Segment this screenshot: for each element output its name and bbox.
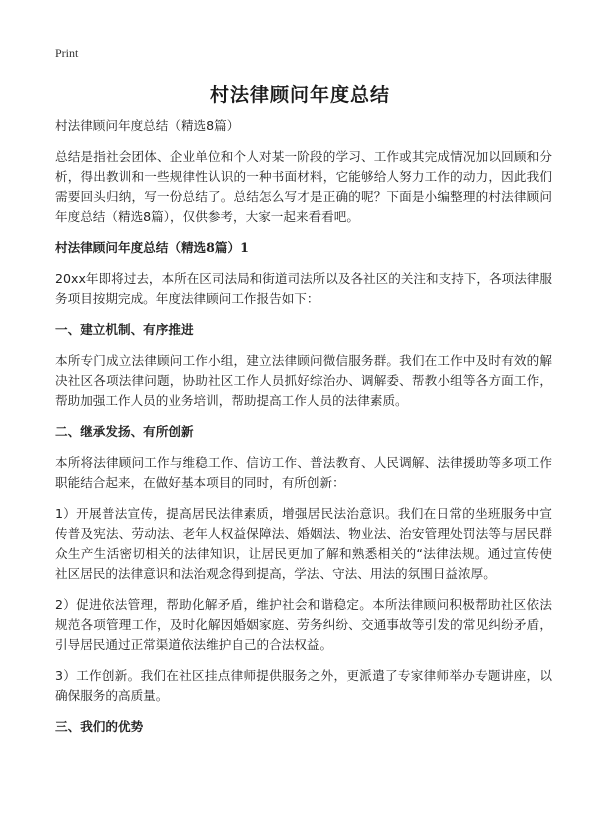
section-2-paragraph-2: 1）开展普法宣传，提高居民法律素质，增强居民法治意识。我们在日常的坐班服务中宣传普及宪法、劳动法、老年人权益保障法、婚姻法、物业法、治安管理处罚法等与居民群众生产生活密切相关的法律知识，让居民更加了解和熟悉相关的“法律法规。通过宣传使社区居民的法律意识和法治观念得到提高，学法、守法、用法的氛围日益浓厚。 [55, 506, 552, 581]
article-heading: 村法律顾问年度总结（精选8篇）1 [55, 240, 249, 255]
section-2-heading: 二、继承发扬、有所创新 [55, 424, 194, 439]
section-2-paragraph-3: 2）促进依法管理，帮助化解矛盾，维护社会和谐稳定。本所法律顾问积极帮助社区依法规范各项管理工作，及时化解因婚姻家庭、劳务纠纷、交通事故等引发的常见纠纷矛盾，引导居民通过正常渠道依法维护自己的合法权益。 [55, 597, 552, 652]
section-2-paragraph-4: 3）工作创新。我们在社区挂点律师提供服务之外，更派遣了专家律师举办专题讲座，以确保服务的高质量。 [55, 668, 552, 703]
opening-paragraph: 20xx年即将过去，本所在区司法局和街道司法所以及各社区的关注和支持下，各项法律服务项目按期完成。年度法律顾问工作报告如下： [55, 271, 552, 306]
section-1-heading: 一、建立机制、有序推进 [55, 322, 194, 337]
section-3-heading: 三、我们的优势 [55, 719, 144, 734]
section-2-paragraph-1: 本所将法律顾问工作与维稳工作、信访工作、普法教育、人民调解、法律援助等多项工作职能结合起来，在做好基本项目的同时，有所创新： [55, 455, 552, 490]
print-link[interactable]: Print [55, 46, 79, 60]
intro-paragraph: 总结是指社会团体、企业单位和个人对某一阶段的学习、工作或其完成情况加以回顾和分析，得出教训和一些规律性认识的一种书面材料，它能够给人努力工作的动力，因此我们需要回头归纳，写一份总结了。总结怎么写才是正确的呢？下面是小编整理的村法律顾问年度总结（精选8篇），仅供参考，大家一起来看看吧。 [55, 149, 552, 224]
document-body [55, 116, 552, 748]
section-1-paragraph-1: 本所专门成立法律顾问工作小组，建立法律顾问微信服务群。我们在工作中及时有效的解决社区各项法律问题，协助社区工作人员抓好综治办、调解委、帮教小组等各方面工作，帮助加强工作人员的业务培训，帮助提高工作人员的法律素质。 [55, 353, 552, 408]
document-subtitle: 村法律顾问年度总结（精选8篇） [55, 118, 240, 133]
page-title: 村法律顾问年度总结 [209, 84, 390, 106]
